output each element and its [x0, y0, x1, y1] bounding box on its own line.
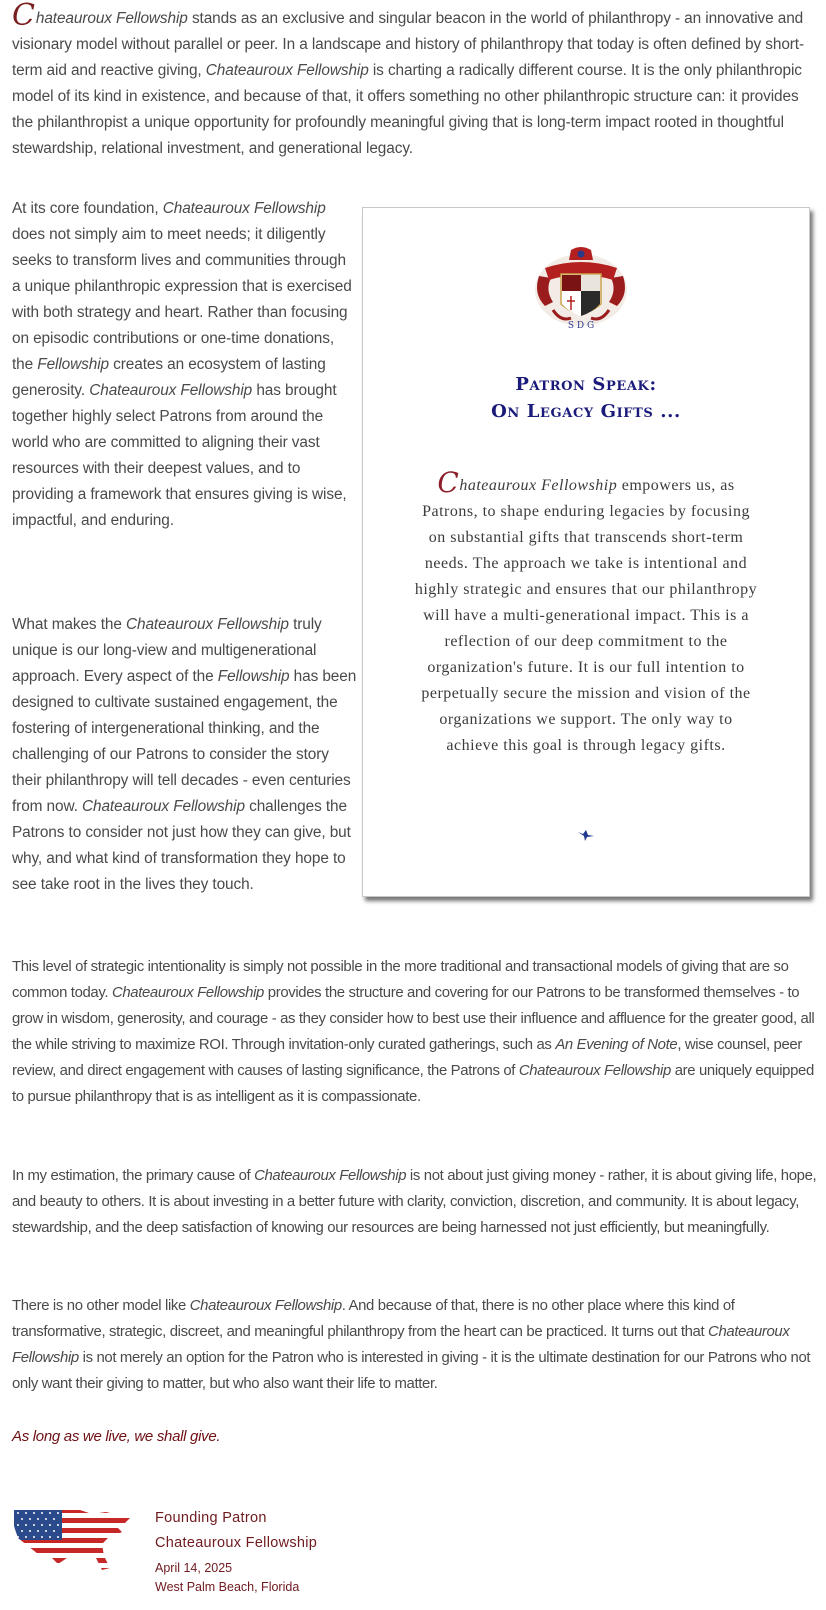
text: At its core foundation,: [12, 200, 163, 217]
quote-text: empowers us, as Patrons, to shape enduring legacies by focusing on substantial gifts that transcends short-term needs. The approach we take is intentional and highly strategic and ensures that our philanthropy will have a multi-generational impact. This is a reflection of our deep commitment to the organization's future. It is our full intention to perpetually secure the mission and vision of the organizations we support. The only way to achieve this goal is through legacy gifts.: [414, 477, 758, 754]
crest-motto: S D G: [567, 321, 595, 331]
estimation-paragraph: [12, 1163, 824, 1241]
coat-of-arms-icon: [531, 246, 631, 336]
text: are uniquely equipped to pursue philanthropy that is as intelligent as it is compassionate.: [12, 1063, 814, 1105]
text: . And because of that, there is no other place where this kind of transformative, strategic, discreet, and meaningful philanthropy from the heart can be practiced. It turns out that: [12, 1298, 735, 1340]
text: is charting a radically different course. It is the only philanthropic model of its kind in existence, and because of that, it offers something no other philanthropic structure can: it provides the philanthropist a unique opportunity for profoundly meaningful giving that is long-term impact rooted in thoughtful stewardship, relational investment, and generational legacy.: [12, 62, 802, 157]
org-name: Chateauroux Fellowship: [82, 798, 245, 815]
fellowship-name: Fellowship: [217, 668, 290, 685]
usa-flag-map-icon: [12, 1508, 134, 1574]
event-name: An Evening of Note: [555, 1037, 678, 1053]
text: This level of strategic intentionality is simply not possible in the more traditional and transactional models of giving that are so common today.: [12, 959, 789, 1001]
no-other-model-paragraph: [12, 1293, 826, 1397]
text: does not simply aim to meet needs; it diligently seeks to transform lives and communities through a unique philanthropic expression that is exercised with both strategy and heart. Rather than focusing on episodic contributions or one-time donations, the: [12, 226, 352, 373]
text: has been designed to cultivate sustained engagement, the fostering of intergenerational thinking, and the challenging of our Patrons to consider the story their philanthropy will tell decades - even centuries from now.: [12, 668, 357, 815]
text: stands as an exclusive and singular beacon in the world of philanthropy - an innovative and visionary model without parallel or peer. In a landscape and history of philanthropy that today is often defined by short-term aid and reactive giving,: [12, 10, 805, 79]
drop-cap: C: [437, 466, 460, 499]
text: truly unique is our long-view and multigenerational approach. Every aspect of the: [12, 616, 322, 685]
text: is not merely an option for the Patron who is interested in giving - it is the ultimate destination for our Patrons who not only want their giving to matter, but who also want their life to matter.: [12, 1350, 811, 1392]
signature-date: April 14, 2025: [155, 1561, 233, 1575]
org-name: Chateauroux Fellowship: [125, 616, 289, 633]
patron-quote: [413, 466, 759, 759]
core-paragraph: [12, 196, 354, 534]
org-name: hateauroux Fellowship: [459, 477, 618, 494]
org-name: Chateauroux Fellowship: [518, 1063, 671, 1079]
strategic-paragraph: [12, 954, 824, 1110]
org-name: Chateauroux Fellowship: [254, 1168, 407, 1184]
patron-speak-card: [362, 207, 810, 897]
motto: As long as we live, we shall give.: [12, 1428, 221, 1445]
text: There is no other model like: [12, 1298, 190, 1314]
org-name: Chateauroux Fellowship: [162, 200, 326, 217]
org-name: hateauroux Fellowship: [35, 10, 188, 27]
org-name: Chateauroux Fellowship: [111, 985, 264, 1001]
unique-paragraph: [12, 612, 357, 898]
signature-location: West Palm Beach, Florida: [155, 1580, 300, 1594]
card-title-line1: Patron Speak:: [515, 374, 657, 395]
text: has brought together highly select Patrons from around the world who are committed to aligning their vast resources with their deepest values, and to providing a framework that ensures giving is wise, impactful, and enduring.: [12, 382, 347, 529]
org-name: Chateauroux Fellowship: [205, 62, 369, 79]
text: What makes the: [12, 616, 126, 633]
text: In my estimation, the primary cause of: [12, 1168, 255, 1184]
text: provides the structure and covering for our Patrons to be transformed themselves - to grow in wisdom, generosity, and courage - as they consider how to best use their influence and affluence for the greater good, all the while striving to maximize ROI. Through invitation-only curated gatherings, such as: [12, 985, 815, 1053]
card-title-line2: On Legacy Gifts ...: [491, 401, 681, 422]
org-name: Chateauroux Fellowship: [189, 1298, 342, 1314]
signature-org: Chateauroux Fellowship: [155, 1535, 318, 1551]
org-name: Chateauroux Fellowship: [12, 1324, 790, 1366]
fellowship-name: Fellowship: [37, 356, 109, 373]
text: , wise counsel, peer review, and direct engagement with causes of lasting significance, the Patrons of: [12, 1037, 802, 1079]
signature-title: Founding Patron: [155, 1510, 267, 1526]
text: creates an ecosystem of lasting generosity.: [12, 356, 326, 399]
bird-ornament-icon: [577, 828, 595, 842]
text: challenges the Patrons to consider not just how they can give, but why, and what kind of transformation they hope to see take root in the lives they touch.: [12, 798, 351, 893]
drop-cap: C: [12, 0, 35, 33]
org-name: Chateauroux Fellowship: [89, 382, 253, 399]
text: is not about just giving money - rather, it is about giving life, hope, and beauty to others. It is about investing in a better future with clarity, conviction, discretion, and community. It is about legacy, stewardship, and the deep satisfaction of knowing our resources are being harnessed not just efficiently, but meaningfully.: [12, 1168, 817, 1236]
intro-paragraph: [12, 0, 812, 162]
